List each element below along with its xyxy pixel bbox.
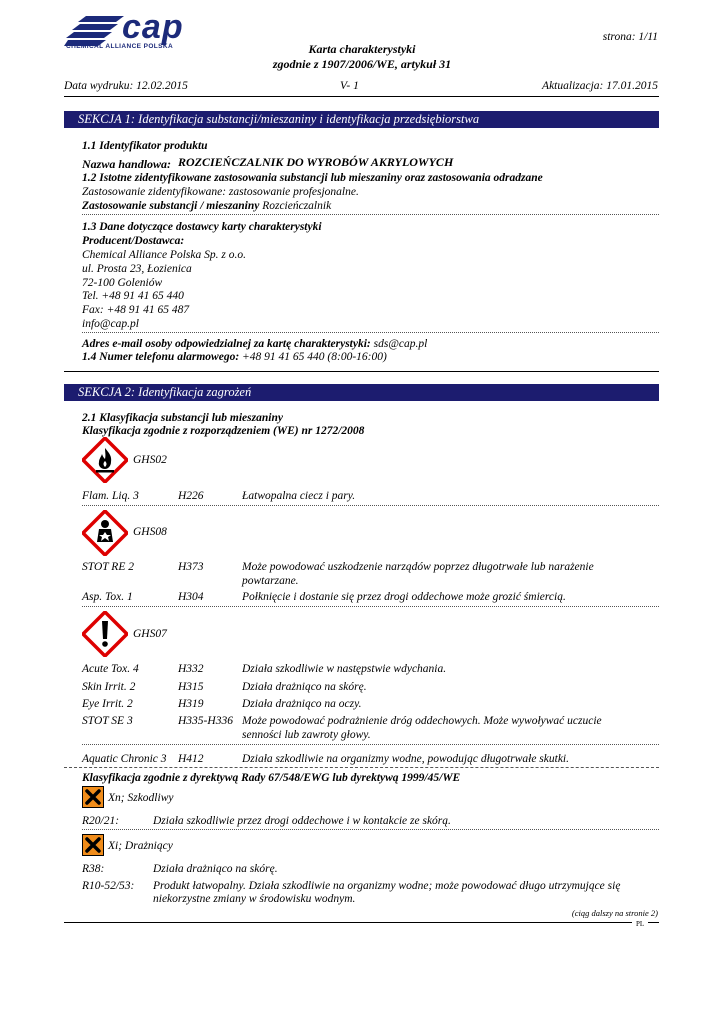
s11-heading: 1.1 Identyfikator produktu: [82, 140, 208, 152]
hazard-class: Skin Irrit. 2: [82, 681, 136, 693]
divider: [82, 214, 659, 215]
print-date: Data wydruku: 12.02.2015: [64, 80, 188, 92]
r-text: Działa drażniąco na skórę.: [153, 863, 278, 875]
exclamation-pictogram-icon: [82, 611, 128, 657]
trade-name-label: Nazwa handlowa:: [82, 157, 172, 171]
doc-title: Karta charakterystyki: [308, 42, 416, 56]
emergency-row: [82, 350, 387, 364]
page-number: strona: 1/11: [602, 31, 658, 43]
hazard-text-cont: powtarzane.: [242, 575, 299, 587]
logo-tagline: CHEMICAL ALLIANCE POLSKA: [66, 43, 174, 50]
sds-email-value[interactable]: sds@cap.pl: [373, 338, 428, 350]
emergency-value: +48 91 41 65 440 (8:00-16:00): [242, 351, 387, 363]
hazard-code: H373: [178, 561, 204, 573]
producer-label: Producent/Dostawca:: [82, 235, 185, 247]
producer-email[interactable]: info@cap.pl: [82, 318, 139, 330]
xn-harmful-icon: [82, 786, 104, 808]
doc-subtitle: zgodnie z 1907/2006/WE, artykuł 31: [272, 57, 452, 71]
hazard-code: H319: [178, 698, 204, 710]
section1-header: SEKCJA 1: Identyfikacja substancji/mieszaniny i identyfikacja przedsiębiorstwa: [64, 111, 659, 128]
r-code: R20/21:: [82, 815, 120, 827]
ghs02-label: GHS02: [133, 454, 167, 466]
footer-divider: [64, 922, 632, 923]
hazard-class: Flam. Liq. 3: [82, 490, 139, 502]
divider: [82, 744, 659, 745]
divider: [82, 606, 659, 607]
hazard-text: Działa szkodliwie na organizmy wodne, powodując długotrwałe skutki.: [242, 753, 569, 765]
r-code: R38:: [82, 863, 105, 875]
use-label: Zastosowanie substancji / mieszaniny: [82, 200, 260, 212]
hazard-code: H332: [178, 663, 204, 675]
sds-email-row: [82, 337, 427, 351]
continued-note: (ciąg dalszy na stronie 2): [571, 908, 658, 918]
hazard-code: H304: [178, 591, 204, 603]
hazard-class: Aquatic Chronic 3: [82, 753, 167, 765]
divider: [82, 332, 659, 333]
xi-label: Xi; Drażniący: [108, 840, 173, 852]
hazard-text: Działa szkodliwie w następstwie wdychania.: [242, 663, 447, 675]
r-text-cont: niekorzystne zmiany w środowisku wodnym.: [153, 893, 356, 905]
producer-line: Tel. +48 91 41 65 440: [82, 290, 184, 302]
producer-line: ul. Prosta 23, Łozienica: [82, 263, 192, 275]
hazard-text: Może powodować podrażnienie dróg oddechowych. Może wywoływać uczucie: [242, 715, 602, 727]
language-code: PL: [636, 920, 645, 928]
hazard-code: H226: [178, 490, 204, 502]
divider: [64, 767, 659, 768]
ghs07-label: GHS07: [133, 628, 167, 640]
hazard-class: STOT SE 3: [82, 715, 133, 727]
hazard-class: Asp. Tox. 1: [82, 591, 133, 603]
r-text: Działa szkodliwie przez drogi oddechowe i w kontakcie ze skórą.: [153, 815, 451, 827]
hazard-text: Łatwopalna ciecz i pary.: [242, 490, 356, 502]
footer-divider-tail: [648, 922, 659, 923]
hazard-class: Eye Irrit. 2: [82, 698, 133, 710]
hazard-text: Może powodować uszkodzenie narządów poprzez długotrwałe lub narażenie: [242, 561, 594, 573]
producer-line: Chemical Alliance Polska Sp. z o.o.: [82, 249, 246, 261]
s21-heading: 2.1 Klasyfikacja substancji lub mieszaniny: [82, 412, 283, 424]
hazard-text: Działa drażniąco na oczy.: [242, 698, 362, 710]
hazard-text: Połknięcie i dostanie się przez drogi oddechowe może grozić śmiercią.: [242, 591, 566, 603]
xn-label: Xn; Szkodliwy: [108, 792, 174, 804]
sds-email-label: Adres e-mail osoby odpowiedzialnej za kartę charakterystyki:: [82, 338, 371, 350]
use-value: Rozcieńczalnik: [262, 200, 332, 212]
section2-header: SEKCJA 2: Identyfikacja zagrożeń: [64, 384, 659, 401]
logo-word: cap: [122, 8, 184, 46]
hazard-class: STOT RE 2: [82, 561, 134, 573]
header-divider: [64, 96, 659, 97]
hazard-class: Acute Tox. 4: [82, 663, 139, 675]
health-hazard-pictogram-icon: [82, 510, 128, 556]
section1-end-divider: [64, 371, 659, 372]
producer-line: Fax: +48 91 41 65 487: [82, 304, 190, 316]
hazard-code: H315: [178, 681, 204, 693]
ghs08-label: GHS08: [133, 526, 167, 538]
hazard-text-cont: senności lub zawroty głowy.: [242, 729, 371, 741]
trade-name-value: ROZCIEŃCZALNIK DO WYROBÓW AKRYLOWYCH: [178, 155, 454, 169]
flame-pictogram-icon: [82, 437, 128, 483]
s12-heading: 1.2 Istotne zidentyfikowane zastosowania substancji lub mieszaniny oraz zastosowania odradzane: [82, 172, 543, 184]
dsd-heading: Klasyfikacja zgodnie z dyrektywą Rady 67/548/EWG lub dyrektywą 1999/45/WE: [82, 772, 461, 784]
divider: [82, 829, 659, 830]
use-row: [82, 199, 331, 213]
xi-irritant-icon: [82, 834, 104, 856]
producer-line: 72-100 Goleniów: [82, 277, 163, 289]
hazard-code: H335-H336: [178, 715, 233, 727]
hazard-text: Działa drażniąco na skórę.: [242, 681, 367, 693]
emergency-label: 1.4 Numer telefonu alarmowego:: [82, 351, 240, 363]
s13-heading: 1.3 Dane dotyczące dostawcy karty charakterystyki: [82, 221, 322, 233]
update-date: Aktualizacja: 17.01.2015: [542, 80, 658, 92]
use-identified: Zastosowanie zidentyfikowane: zastosowanie profesjonalne.: [82, 186, 359, 198]
hazard-code: H412: [178, 753, 204, 765]
r-text: Produkt łatwopalny. Działa szkodliwie na organizmy wodne; może powodować długo utrzymujące się: [153, 880, 621, 892]
clp-heading: Klasyfikacja zgodnie z rozporządzeniem (WE) nr 1272/2008: [82, 425, 365, 437]
version: V- 1: [340, 80, 359, 92]
r-code: R10-52/53:: [82, 880, 135, 892]
divider: [82, 505, 659, 506]
